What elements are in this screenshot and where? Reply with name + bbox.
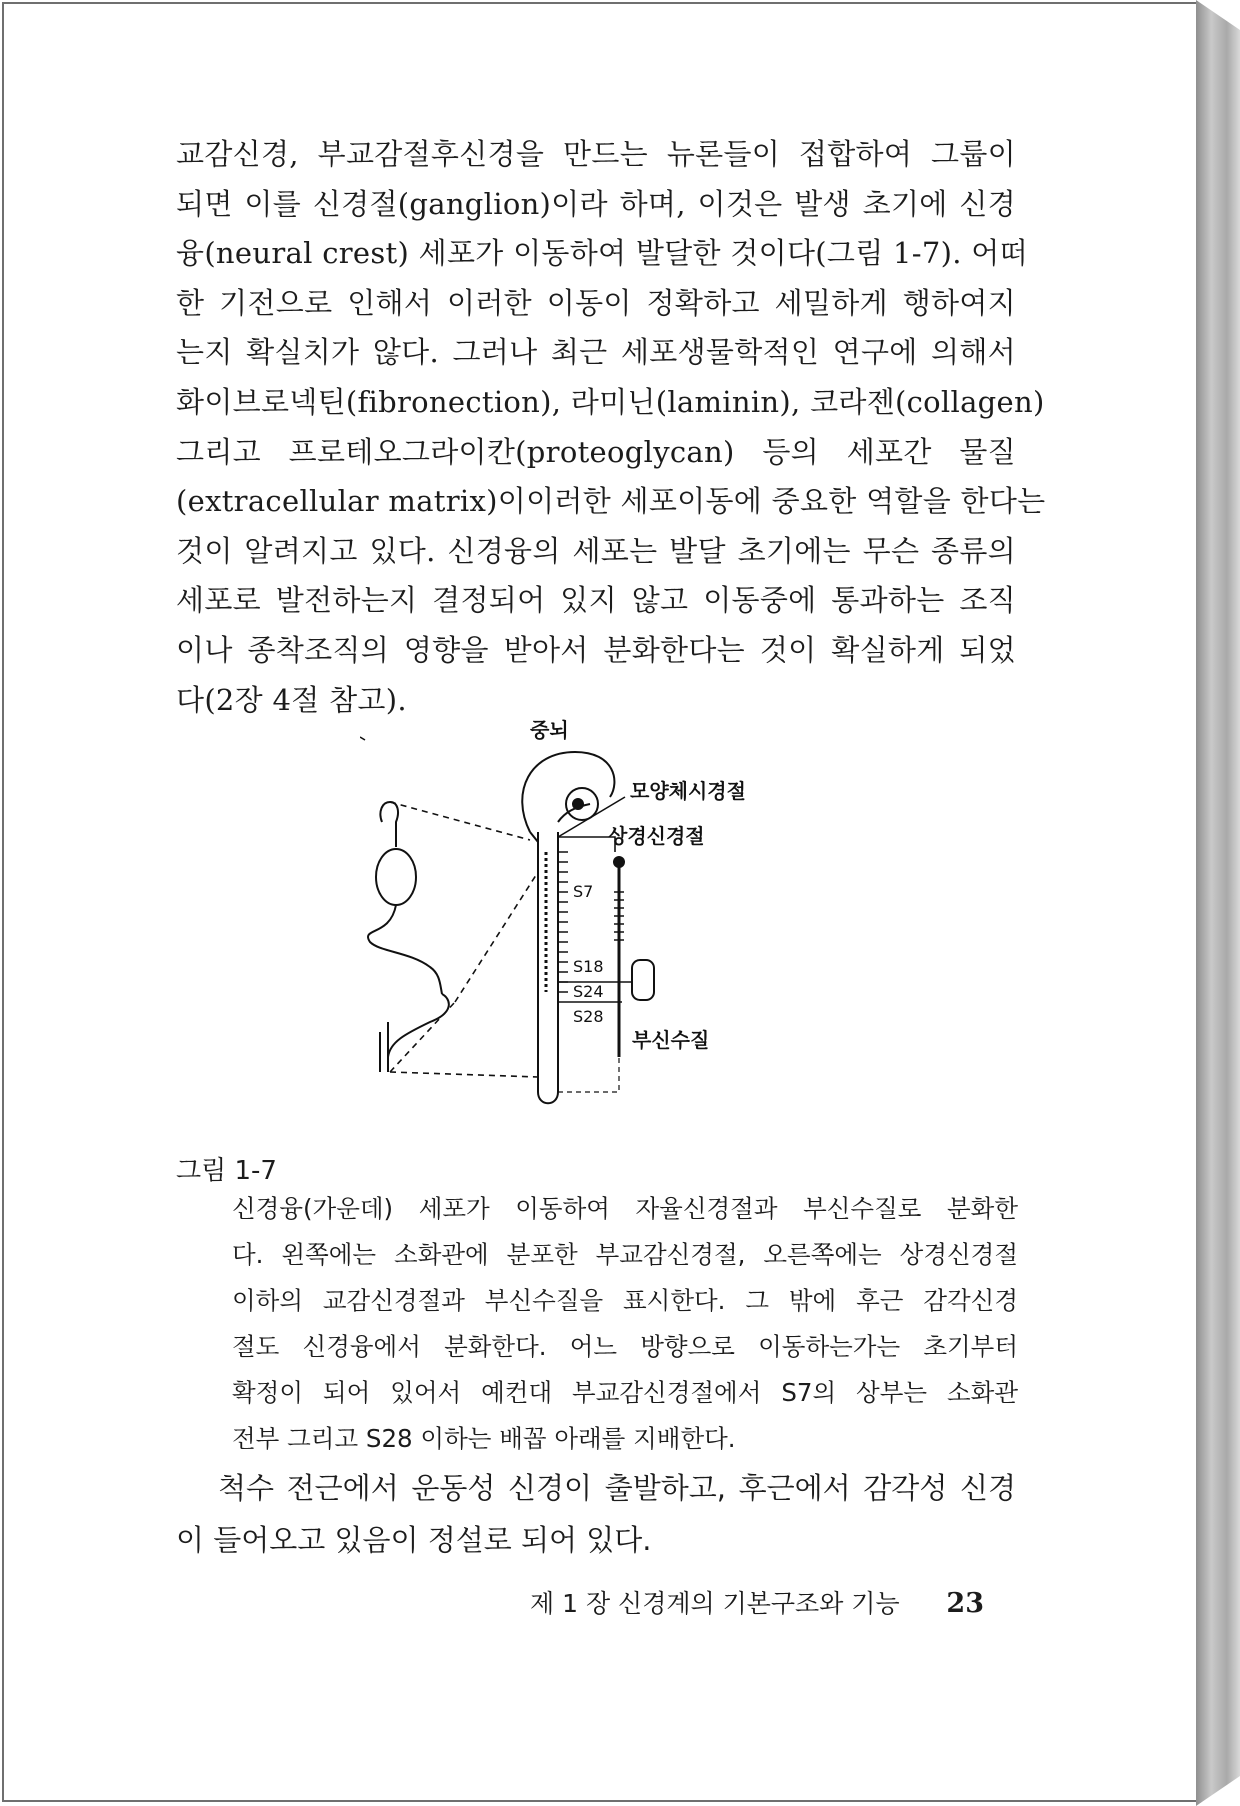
body-line: 이나 종착조직의 영향을 받아서 분화한다는 것이 확실하게 되었 — [176, 632, 1016, 667]
closing-line: 이 들어오고 있음이 정설로 되어 있다. — [176, 1523, 652, 1557]
neural-tube — [538, 832, 558, 1092]
gut-outline — [380, 802, 398, 847]
body-line: 되면 이를 신경절(ganglion)이라 하며, 이것은 발생 초기에 신경 — [176, 186, 1016, 221]
figure-caption-title: 그림 1-7 — [176, 1156, 277, 1186]
figure-caption — [232, 1186, 1018, 1462]
adrenal-shape — [632, 960, 654, 1000]
caption-line: 확정이 되어 있어서 예컨대 부교감신경절에서 S7의 상부는 소화관 — [232, 1378, 1018, 1407]
caption-line: 이하의 교감신경절과 부신수질을 표시한다. 그 밖에 후근 감각신경 — [232, 1286, 1018, 1315]
label-s24: S24 — [573, 982, 604, 1001]
migration-line — [390, 802, 530, 840]
body-line: 것이 알려지고 있다. 신경융의 세포는 발달 초기에는 무슨 종류의 — [176, 533, 1016, 568]
body-line: (extracellular matrix)이이러한 세포이동에 중요한 역할을 한다는 — [176, 484, 1046, 519]
page-edge — [1196, 0, 1240, 1806]
body-line: 교감신경, 부교감절후신경을 만드는 뉴론들이 접합하여 그룹이 — [176, 137, 1016, 171]
caption-line: 신경융(가운데) 세포가 이동하여 자율신경절과 부신수질로 분화한 — [232, 1194, 1018, 1223]
page-footer — [530, 1584, 984, 1620]
body-line: 한 기전으로 인해서 이러한 이동이 정확하고 세밀하게 행하여지 — [176, 285, 1016, 320]
caption-line: 다. 왼쪽에는 소화관에 분포한 부교감신경절, 오른쪽에는 상경신경절 — [232, 1240, 1018, 1269]
label-s28: S28 — [573, 1007, 604, 1026]
closing-line: 척수 전근에서 운동성 신경이 출발하고, 후근에서 감각성 신경 — [218, 1471, 1016, 1505]
label-s7: S7 — [573, 882, 594, 901]
page-number: 23 — [946, 1588, 984, 1619]
closing-paragraph — [176, 1462, 1016, 1566]
label-superior-cervical-ganglion: 상경신경절 — [608, 824, 705, 848]
chapter-title: 제 1 장 신경계의 기본구조와 기능 — [530, 1589, 900, 1618]
body-line: 융(neural crest) 세포가 이동하여 발달한 것이다(그림 1-7). 어떠 — [176, 236, 1028, 271]
body-line: 화이브로넥틴(fibronection), 라미닌(laminin), 코라젠(collagen) — [176, 384, 1045, 419]
label-midbrain: 중뇌 — [530, 718, 569, 742]
body-line: 는지 확실치가 않다. 그러나 최근 세포생물학적인 연구에 의해서 — [176, 335, 1016, 370]
label-adrenal-medulla: 부신수질 — [632, 1028, 710, 1052]
neural-crest-figure — [360, 712, 820, 1112]
caption-line: 절도 신경융에서 분화한다. 어느 방향으로 이동하는가는 초기부터 — [232, 1332, 1018, 1361]
body-line: 다(2장 4절 참고). — [176, 682, 407, 717]
figure-drawing — [360, 712, 820, 1112]
label-ciliary-ganglion: 모양체시경절 — [630, 779, 746, 803]
body-paragraph — [176, 130, 1046, 725]
body-line: 세포로 발전하는지 결정되어 있지 않고 이동중에 통과하는 조직 — [176, 583, 1016, 618]
label-s18: S18 — [573, 957, 604, 976]
midbrain-outline — [522, 752, 614, 832]
body-line: 그리고 프로테오그라이칸(proteoglycan) 등의 세포간 물질 — [176, 434, 1016, 469]
caption-line: 전부 그리고 S28 이하는 배꼽 아래를 지배한다. — [232, 1424, 736, 1453]
